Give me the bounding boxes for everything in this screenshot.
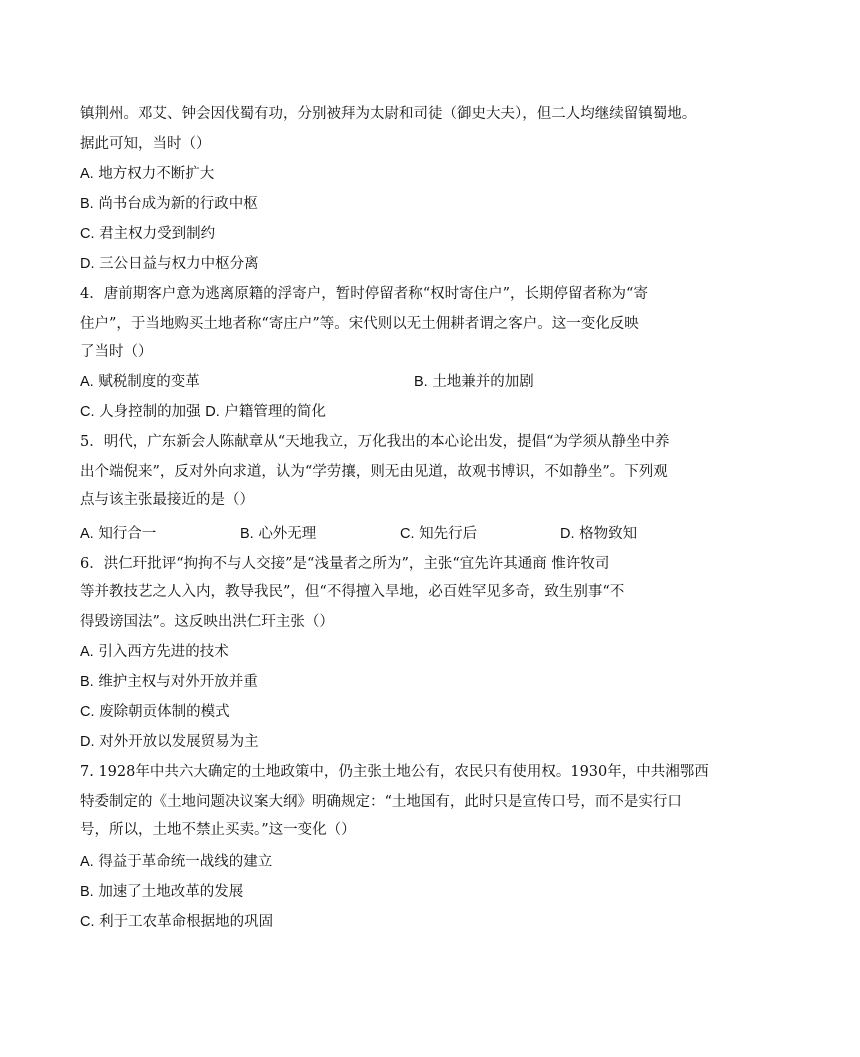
option-a: A. 地方权力不断扩大	[80, 166, 215, 182]
question-text-line: 镇荆州。邓艾、钟会因伐蜀有功，分别被拜为太尉和司徒（御史大夫），但二人均继续留镇蜀地。	[80, 106, 697, 122]
question-6-line-3: 得毁谤国法”。这反映出洪仁玕主张（）	[80, 614, 334, 630]
question-5-line-2: 出个端倪来”，反对外向求道，认为“学劳攘，则无由见道，故观书博识，不如静坐”。下列观	[80, 464, 668, 480]
option-b: B. 心外无理	[240, 526, 317, 542]
option-d: D. 三公日益与权力中枢分离	[80, 256, 259, 272]
question-4-line-2: 住户”，于当地购买土地者称“寄庄户”等。宋代则以无土佣耕者谓之客户。这一变化反映	[80, 316, 639, 332]
question-7-line-2: 特委制定的《土地问题决议案大纲》明确规定：“土地国有，此时只是宣传口号，而不是实行口	[80, 794, 682, 810]
option-a: A. 得益于革命统一战线的建立	[80, 854, 273, 870]
option-b: B. 维护主权与对外开放并重	[80, 674, 258, 690]
option-c: C. 君主权力受到制约	[80, 226, 216, 242]
option-b: B. 尚书台成为新的行政中枢	[80, 196, 258, 212]
question-5-line-3: 点与该主张最接近的是（）	[80, 492, 254, 508]
question-7-line-3: 号，所以，土地不禁止买卖。”这一变化（）	[80, 822, 356, 838]
question-4-line-3: 了当时（）	[80, 344, 153, 360]
option-b: B. 土地兼并的加剧	[414, 374, 534, 390]
option-a: A. 知行合一	[80, 526, 157, 542]
option-d: D. 对外开放以发展贸易为主	[80, 734, 259, 750]
option-c-d: C. 人身控制的加强 D. 户籍管理的简化	[80, 404, 326, 420]
option-a: A. 赋税制度的变革	[80, 374, 200, 390]
option-b: B. 加速了土地改革的发展	[80, 884, 244, 900]
question-6-line-1: 6．洪仁玕批评“拘拘不与人交接”是“浅量者之所为”，主张“宜先许其通商 惟许牧司	[80, 556, 610, 572]
option-c: C. 知先行后	[400, 526, 478, 542]
option-a: A. 引入西方先进的技术	[80, 644, 229, 660]
question-text-line: 据此可知，当时（）	[80, 136, 211, 152]
option-c: C. 废除朝贡体制的模式	[80, 704, 230, 720]
question-5-line-1: 5．明代，广东新会人陈献章从“天地我立，万化我出的本心论出发，提倡“为学须从静坐中养	[80, 434, 670, 450]
question-7-line-1: 7. 1928年中共六大确定的土地政策中，仍主张土地公有，农民只有使用权。1930年，中共湘鄂西	[80, 764, 709, 780]
question-4-line-1: 4．唐前期客户意为逃离原籍的浮寄户，暂时停留者称“权时寄住户”，长期停留者称为“寄	[80, 286, 648, 302]
option-c: C. 利于工农革命根据地的巩固	[80, 914, 274, 930]
option-d: D. 格物致知	[560, 526, 638, 542]
question-6-line-2: 等并教技艺之人入内，教导我民”，但“不得擅入旱地，必百姓罕见多奇，致生别事“不	[80, 584, 625, 600]
